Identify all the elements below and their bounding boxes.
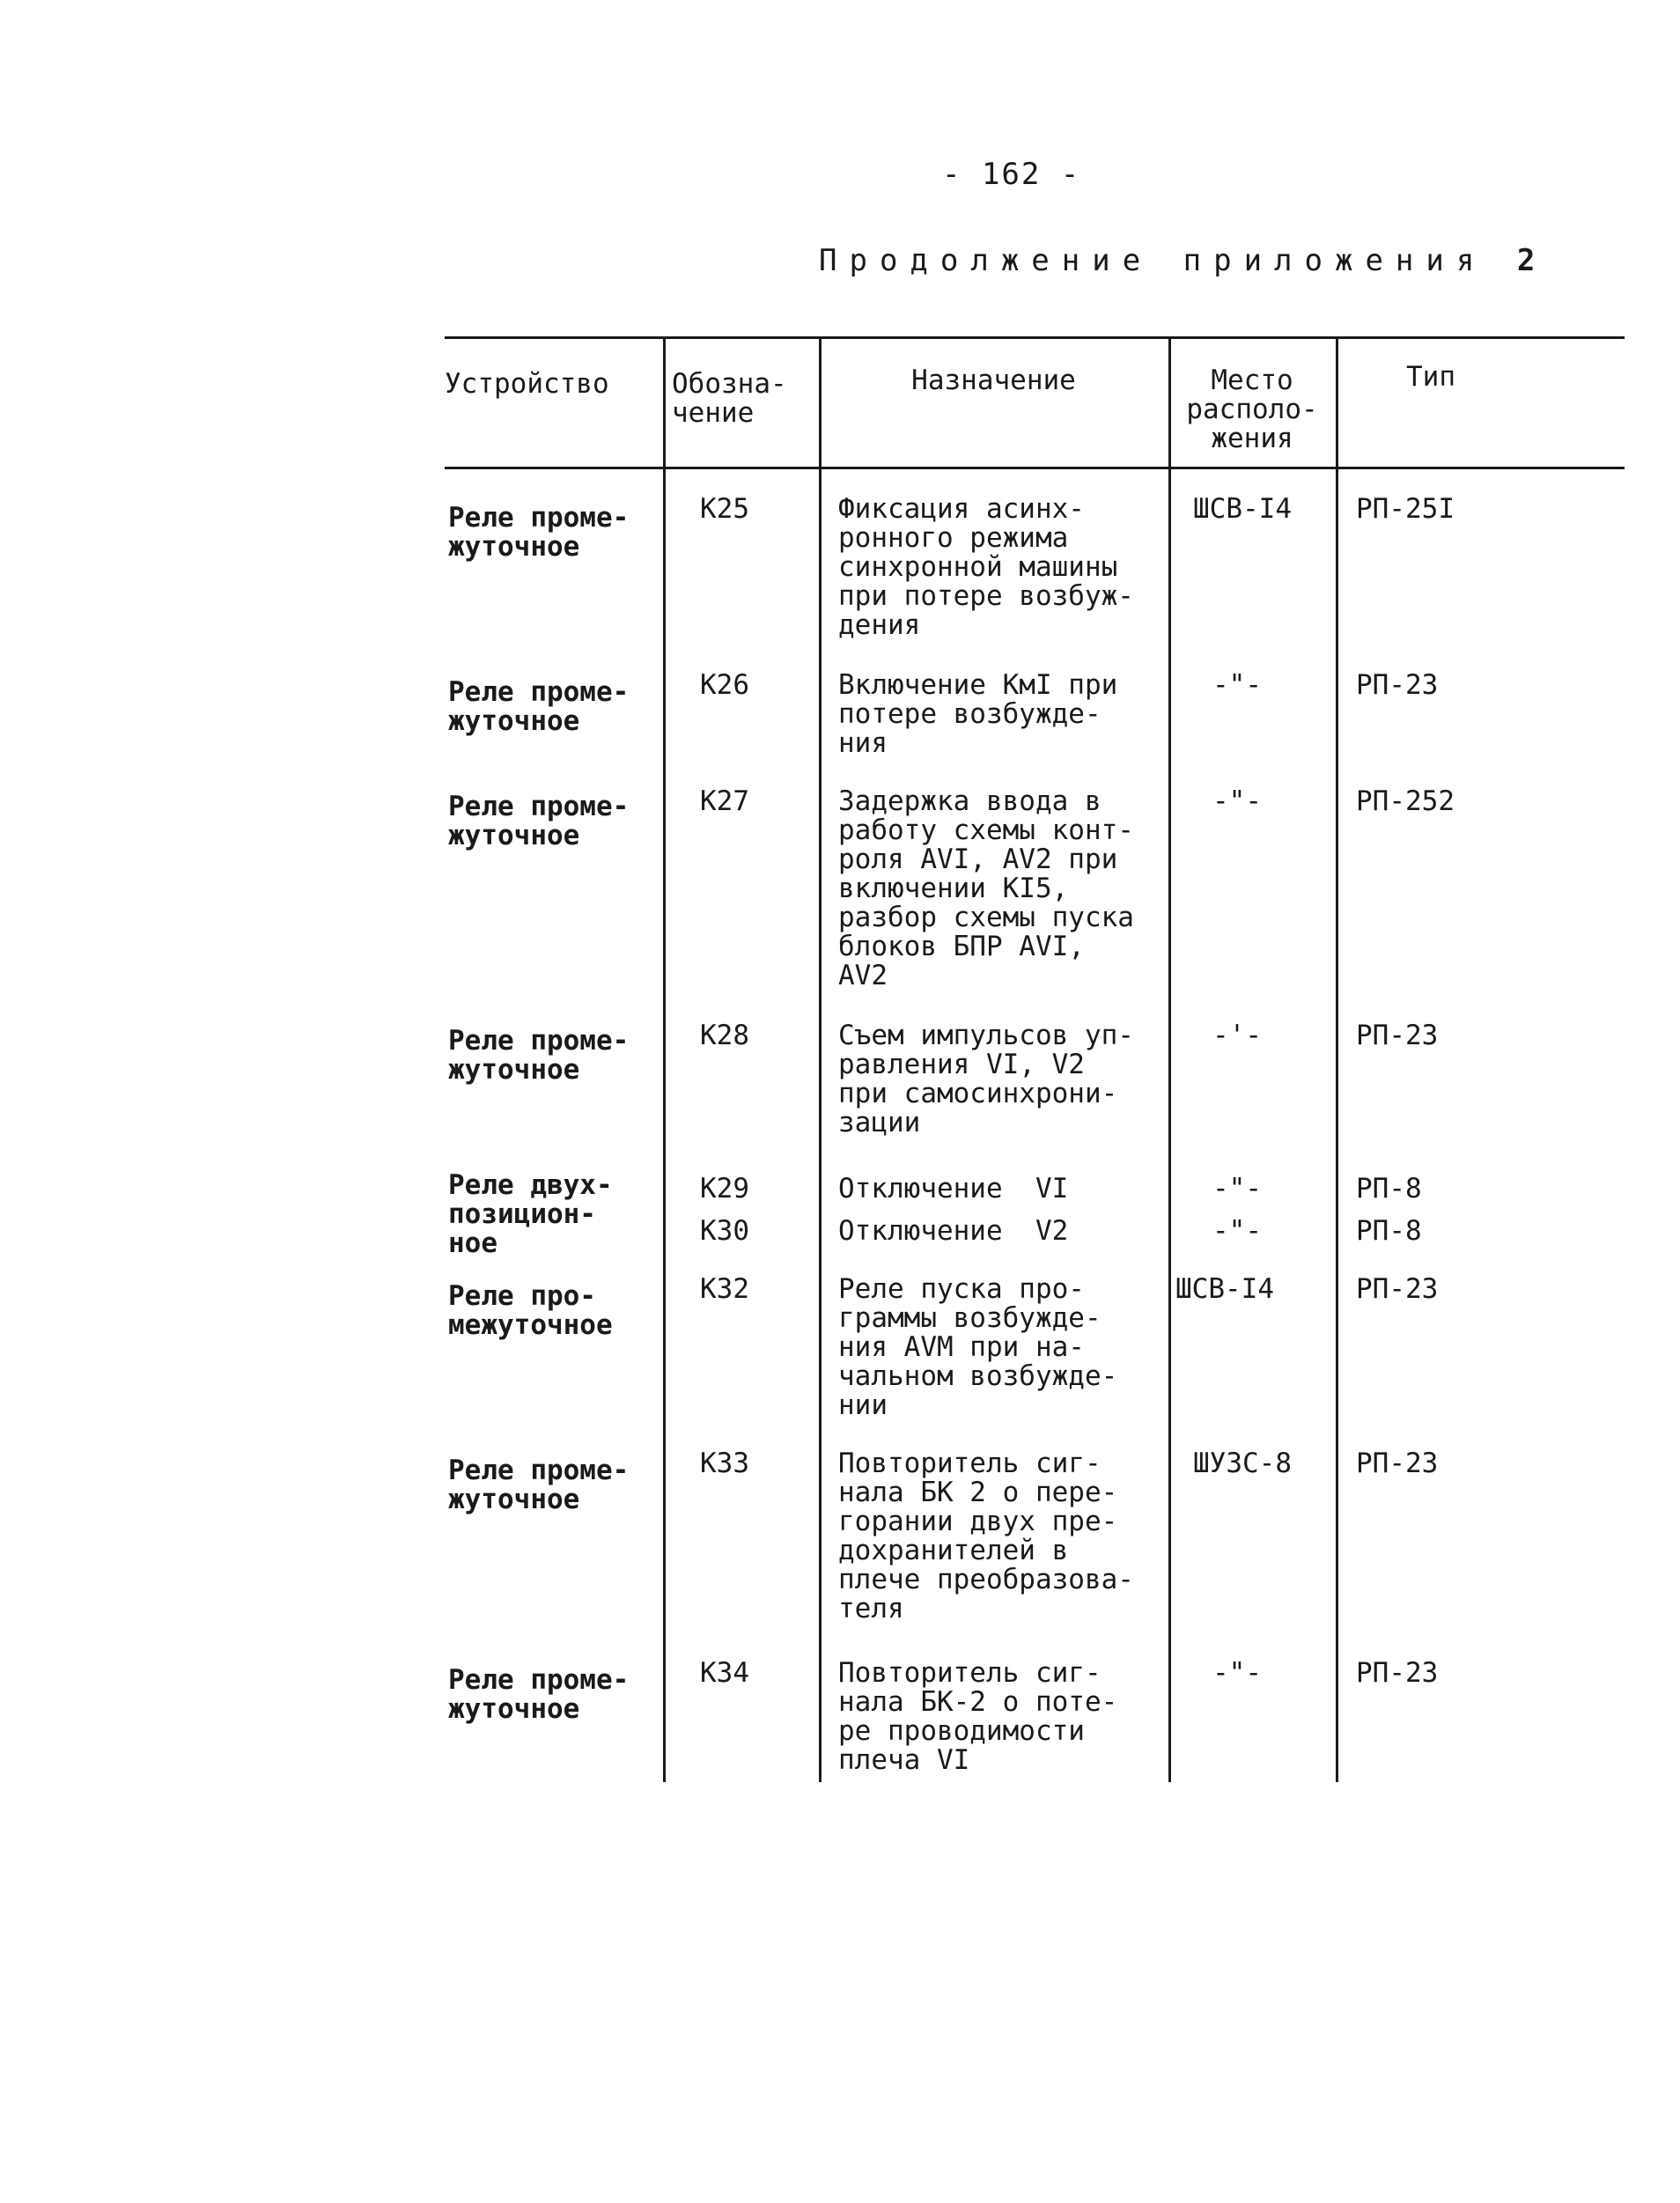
row-7-purpose: Повторитель сиг- нала БК 2 о пере- горании двух пре- дохранителей в плече преобразова- теля xyxy=(838,1448,1134,1625)
row-2-type: РП-23 xyxy=(1356,669,1439,701)
appendix-heading xyxy=(819,243,1535,278)
appendix-table xyxy=(445,336,1625,1782)
row-5-location: -"- -"- xyxy=(1212,1173,1262,1247)
column-divider xyxy=(1336,336,1338,1782)
row-6-designation: К32 xyxy=(700,1273,749,1305)
appendix-number: 2 xyxy=(1516,243,1536,278)
column-divider xyxy=(663,336,666,1782)
row-7-location: ШУЗС-8 xyxy=(1193,1448,1292,1479)
column-header-device: Устройство xyxy=(445,368,609,400)
column-header-location: Место располо- жения xyxy=(1186,365,1318,454)
row-4-location: -'- xyxy=(1212,1020,1262,1051)
row-8-purpose: Повторитель сиг- нала БК-2 о поте- ре проводимости плеча VI xyxy=(838,1657,1118,1776)
row-2-location: -"- xyxy=(1212,669,1262,701)
row-6-purpose: Реле пуска про- граммы возбужде- ния AVМ при на- чальном возбужде- нии xyxy=(838,1273,1118,1421)
row-7-designation: К33 xyxy=(700,1448,749,1479)
column-header-designation: Обозна- чение xyxy=(672,368,787,429)
row-6-location: ШСВ-I4 xyxy=(1175,1273,1274,1305)
row-7-type: РП-23 xyxy=(1356,1448,1439,1479)
appendix-heading-text: Продолжение приложения xyxy=(819,243,1517,278)
row-8-location: -"- xyxy=(1212,1657,1262,1689)
row-8-designation: К34 xyxy=(700,1657,749,1689)
row-1-type: РП-25I xyxy=(1356,493,1455,525)
page-number: - 162 - xyxy=(942,157,1081,192)
row-1-purpose: Фиксация асинх- ронного режима синхронной машины при потере возбуж- дения xyxy=(838,493,1134,641)
row-8-device: Реле проме- жуточное xyxy=(448,1664,630,1725)
row-3-type: РП-252 xyxy=(1356,785,1455,817)
row-7-device: Реле проме- жуточное xyxy=(448,1455,630,1515)
row-3-device: Реле проме- жуточное xyxy=(448,791,630,851)
row-5-purpose: Отключение VI Отключение V2 xyxy=(838,1173,1069,1247)
row-3-location: -"- xyxy=(1212,785,1262,817)
row-4-designation: К28 xyxy=(700,1020,749,1051)
row-3-purpose: Задержка ввода в работу схемы конт- роля AVI, AV2 при включении КI5, разбор схемы пуска блоков БПР AVI, AV2 xyxy=(838,785,1134,991)
column-divider xyxy=(819,336,822,1782)
row-6-device: Реле про- межуточное xyxy=(448,1280,613,1341)
row-8-type: РП-23 xyxy=(1356,1657,1439,1689)
row-5-device: Реле двух- позицион- ное xyxy=(448,1169,613,1259)
row-2-purpose: Включение КмI при потере возбужде- ния xyxy=(838,669,1118,759)
row-1-designation: К25 xyxy=(700,493,749,525)
row-3-designation: К27 xyxy=(700,785,749,817)
table-top-rule xyxy=(445,336,1625,339)
row-2-designation: К26 xyxy=(700,669,749,701)
row-5-designation: К29 К30 xyxy=(700,1173,749,1247)
column-header-purpose: Назначение xyxy=(911,365,1076,396)
row-4-purpose: Съем импульсов уп- равления VI, V2 при самосинхрони- зации xyxy=(838,1020,1134,1138)
row-2-device: Реле проме- жуточное xyxy=(448,676,630,737)
header-bottom-rule xyxy=(445,467,1625,469)
row-1-location: ШСВ-I4 xyxy=(1193,493,1292,525)
row-4-type: РП-23 xyxy=(1356,1020,1439,1051)
row-5-type: РП-8 РП-8 xyxy=(1356,1173,1422,1247)
column-divider xyxy=(1168,336,1171,1782)
row-1-device: Реле проме- жуточное xyxy=(448,502,630,563)
column-header-type: Тип xyxy=(1406,361,1455,393)
row-4-device: Реле проме- жуточное xyxy=(448,1025,630,1086)
row-6-type: РП-23 xyxy=(1356,1273,1439,1305)
